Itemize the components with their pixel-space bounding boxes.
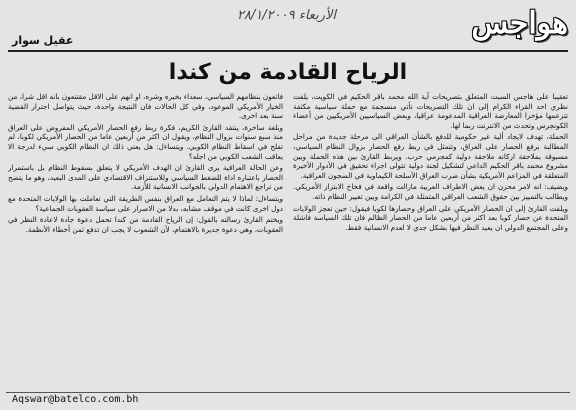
paragraph: وعن الحالة العراقية يرى القارئ ان الهدف الأمريكي لا يتعلق بسقوط النظام بل باستمرار الحصار باعتباره اداة للضغط السياسي وللاستنزاف الاقتصادي على المدى البعيد، وهو ما يتضح من تراجع الاهتمام الدولي بالجوانب الانسانية للأزمة. [8, 163, 283, 192]
author-email[interactable]: Aqswar@batelco.com.bh [12, 394, 139, 405]
paragraph: ويختم القارئ رسالته بالقول: إن الرياح القادمة من كندا تحمل دعوة جادة لاعادة النظر في العقوبات، وهي دعوة جديرة بالاهتمام، لأن الشعوب لا يجب ان تدفع ثمن أخطاء الأنظمة. [8, 215, 283, 234]
column-logo: هواجس [471, 6, 568, 41]
article-title: الرياح القادمة من كندا [168, 60, 408, 85]
article-footer [6, 392, 570, 407]
paragraph: تعقيبا على هاجس السبت المتعلق بتصريحات آية الله محمد باقر الحكيم في الكويت، يلفت نظري احد القراء الكرام إلى ان تلك التصريحات تأتي منسجمة مع حملة سياسية مكثفة تتزعمها مؤخرا المعارضة العراقية المدعومة عراقيا، وبعض السياسيين الأمريكيين من أعضاء الكونجرس وتحدث من الانترنت ربما لها. [293, 92, 568, 130]
article-column-right [293, 92, 568, 392]
paragraph: ويضيف: انه لامر محزن ان يعض الاطراف العربية مازالت واقعة في فخاخ الابتزاز الأمريكي. ويطالب بالتمييز بين حقوق الشعب العراقي المتمثلة في الكرامة وبين تغيير النظام ذاته. [293, 182, 568, 201]
article-body [8, 92, 568, 392]
paragraph: ويلفت القارئ إلى ان الحصار الأمريكي على العراق وحصارها لكوبا فيقول: حين تعجز الولايات المتحدة عن حصار كوبا بعد اكثر من أربعين عاما من الحصار الظالم فان تلك السياسة فاشلة وعلى المجتمع الدولي ان يعيد النظر فيها بشكل جدي لا لعدم الانسانية فقط. [293, 203, 568, 232]
author-name: عقيل سوار [12, 34, 74, 47]
paragraph: ويتساءل: لماذا لا يتم التعامل مع العراق بنفس الطريقة التي تعاملت بها الولايات المتحدة مع دول اخرى كانت في موقف مشابه، بدلا من الاصرار على سياسة العقوبات الجماعية؟ [8, 193, 283, 213]
paragraph: وبلغة ساخرة، ينتقد القارئ الكريم، فكرة ربط رفع الحصار الأمريكي المفروض على العراق منذ سبع سنوات بزوال النظام، ويقول ان اكثر من أربعين عاما من الحصار الأمريكي لكوبا، لم تفلح في اسقاط النظام الكوبي. ويتساءل: هل يعني ذلك ان النظام الكوبي سيء لدرجة الا يعاقب الشعب الكوبي من اجله؟ [8, 122, 283, 161]
publication-date: الأربعاء ٢٨/١/٢٠٠٩ [236, 8, 336, 23]
paragraph: الحملة، تهدف لايجاد ألية غير حكومية للدفع بالشأن العراقي الى مرحلة جديدة من مراحل المطالبة برفع الحصار على العراق، وتتمثل في ربط رفع الحصار بزوال النظام السياسي، مسبوقة بملاحقة اركانه ملاحقة دولية كمجرمي حرب. ويربط القارئ بين هذه الحملة وبين مشروع محمد باقر الحكيم الداعي لتشكيل لجنة دولية تتولى اجراء تحقيق في الأدوار الأخيرة المتعلقة في المزاعم الأمريكية بشأن ضرب العراق الأسلحة الكيماوية في السجون العراقية. [293, 132, 568, 180]
article-column-left [8, 92, 283, 392]
paragraph: فاتعون بنظامهم السياسي، سعداء بخيره وشره، او انهم على الاقل مقتنعون بانه اقل شرا، من الخيار الأمريكي الموعود، وفي كل الحالات فان النتيجة واحدة، حيث يتواصل اجترار القضية سنة بعد اخرى. [8, 92, 283, 121]
column-header [8, 6, 568, 52]
